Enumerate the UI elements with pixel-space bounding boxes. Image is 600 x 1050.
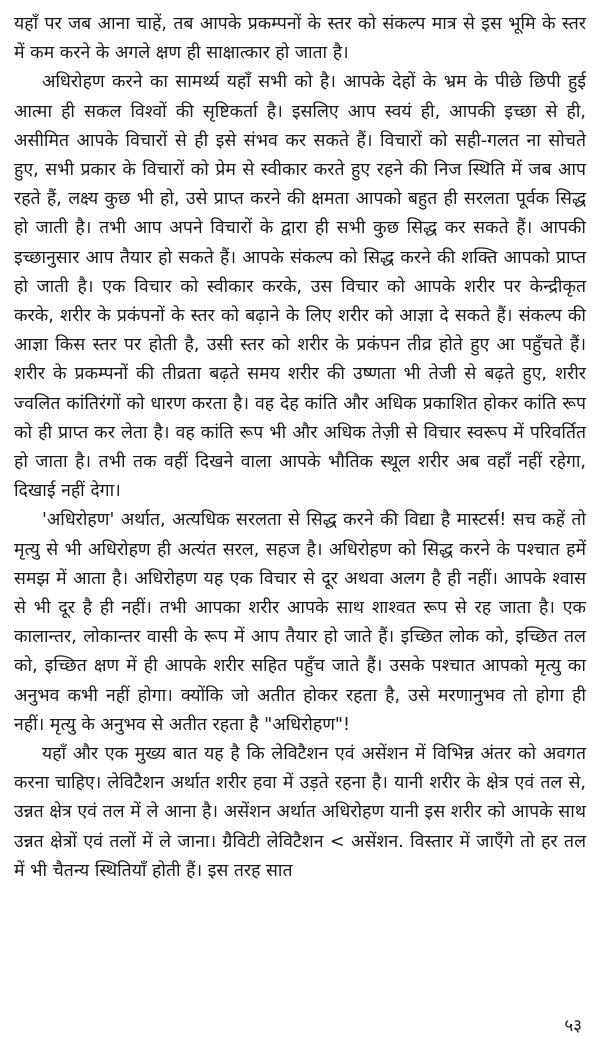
paragraph-1: यहाँ पर जब आना चाहें, तब आपके प्रकम्पनों के स्तर को संकल्प मात्र से इस भूमि के स्तर में कम करने के अगले क्षण ही साक्षात्कार हो जाता है।: [14, 14, 586, 64]
paragraph-3: 'अधिरोहण' अर्थात, अत्यधिक सरलता से सिद्ध करने की विद्या है मास्टर्स! सच कहें तो मृत्यु से भी अधिरोहण ही अत्यंत सरल, सहज है। अधिरोहण को सिद्ध करने के पश्चात हमें समझ में आता है। अधिरोहण यह एक विचार से दूर अथवा अलग है ही नहीं। आपके श्वास से भी दूर है ही नहीं। तभी आपका शरीर आपके साथ शाश्वत रूप से रह जाता है। एक कालान्तर, लोकान्तर वासी के रूप में आप तैयार हो जाते हैं। इच्छित लोक को, इच्छित तल को, इच्छित क्षण में ही आपके शरीर सहित पहुँच जाते हैं। उसके पश्चात आपको मृत्यु का अनुभव कभी नहीं होगा। क्योंकि जो अतीत होकर रहता है, उसे मरणानुभव तो होगा ही नहीं। मृत्यु के अनुभव से अतीत रहता है "अधिरोहण"!: [14, 510, 586, 735]
page-number: ५३: [564, 1016, 582, 1036]
paragraph-4: यहाँ और एक मुख्य बात यह है कि लेविटैशन एवं असेंशन में विभिन्न अंतर को अवगत करना चाहिए। लेविटैशन अर्थात शरीर हवा में उड़ते रहना है। यानी शरीर के क्षेत्र एवं तल से, उन्नत क्षेत्र एवं तल में ले आना है। असेंशन अर्थात अधिरोहण यानी इस शरीर को आपके साथ उन्नत क्षेत्रों एवं तलों में ले जाना। ग्रैविटी लेविटैशन < असेंशन. विस्तार में जाएँगे तो हर तल में भी चैतन्य स्थितियाँ होती हैं। इस तरह सात: [14, 744, 586, 881]
document-page: [14, 10, 586, 1010]
paragraph-2: अधिरोहण करने का सामर्थ्य यहाँ सभी को है। आपके देहों के भ्रम के पीछे छिपी हुई आत्मा ही सकल विश्वों की सृष्टिकर्ता है। इसलिए आप स्वयं ही, आपकी इच्छा से ही, असीमित आपके विचारों से ही इसे संभव कर सकते हैं। विचारों को सही-गलत ना सोचते हुए, सभी प्रकार के विचारों को प्रेम से स्वीकार करते हुए रहने की निज स्थिति में जब आप रहते हैं, लक्ष्य कुछ भी हो, उसे प्राप्त करने की क्षमता आपको बहुत ही सरलता पूर्वक सिद्ध हो जाती है। तभी आप अपने विचारों के द्वारा ही सभी कुछ सिद्ध कर सकते हैं। आपकी इच्छानुसार आप तैयार हो सकते हैं। आपके संकल्प को सिद्ध करने की शक्ति आपको प्राप्त हो जाती है। एक विचार को स्वीकार करके, उस विचार को आपके शरीर पर केन्द्रीकृत करके, शरीर के प्रकंपनों के स्तर को बढ़ाने के लिए शरीर को आज्ञा दे सकते हैं। संकल्प की आज्ञा किस स्तर पर होती है, उसी स्तर को शरीर के प्रकंपन तीव्र होते हुए आ पहुँचते हैं। शरीर के प्रकम्पनों की तीव्रता बढ़ते समय शरीर की उष्णता भी तेजी से बढ़ते हुए, शरीर ज्वलित कांतिरंगों को धारण करता है। वह देह कांति और अधिक प्रकाशित होकर कांति रूप को ही प्राप्त कर लेता है। वह कांति रूप भी और अधिक तेज़ी से विचार स्वरूप में परिवर्तित हो जाता है। तभी तक वहीं दिखने वाला आपके भौतिक स्थूल शरीर अब वहाँ नहीं रहेगा, दिखाई नहीं देगा।: [14, 72, 586, 502]
